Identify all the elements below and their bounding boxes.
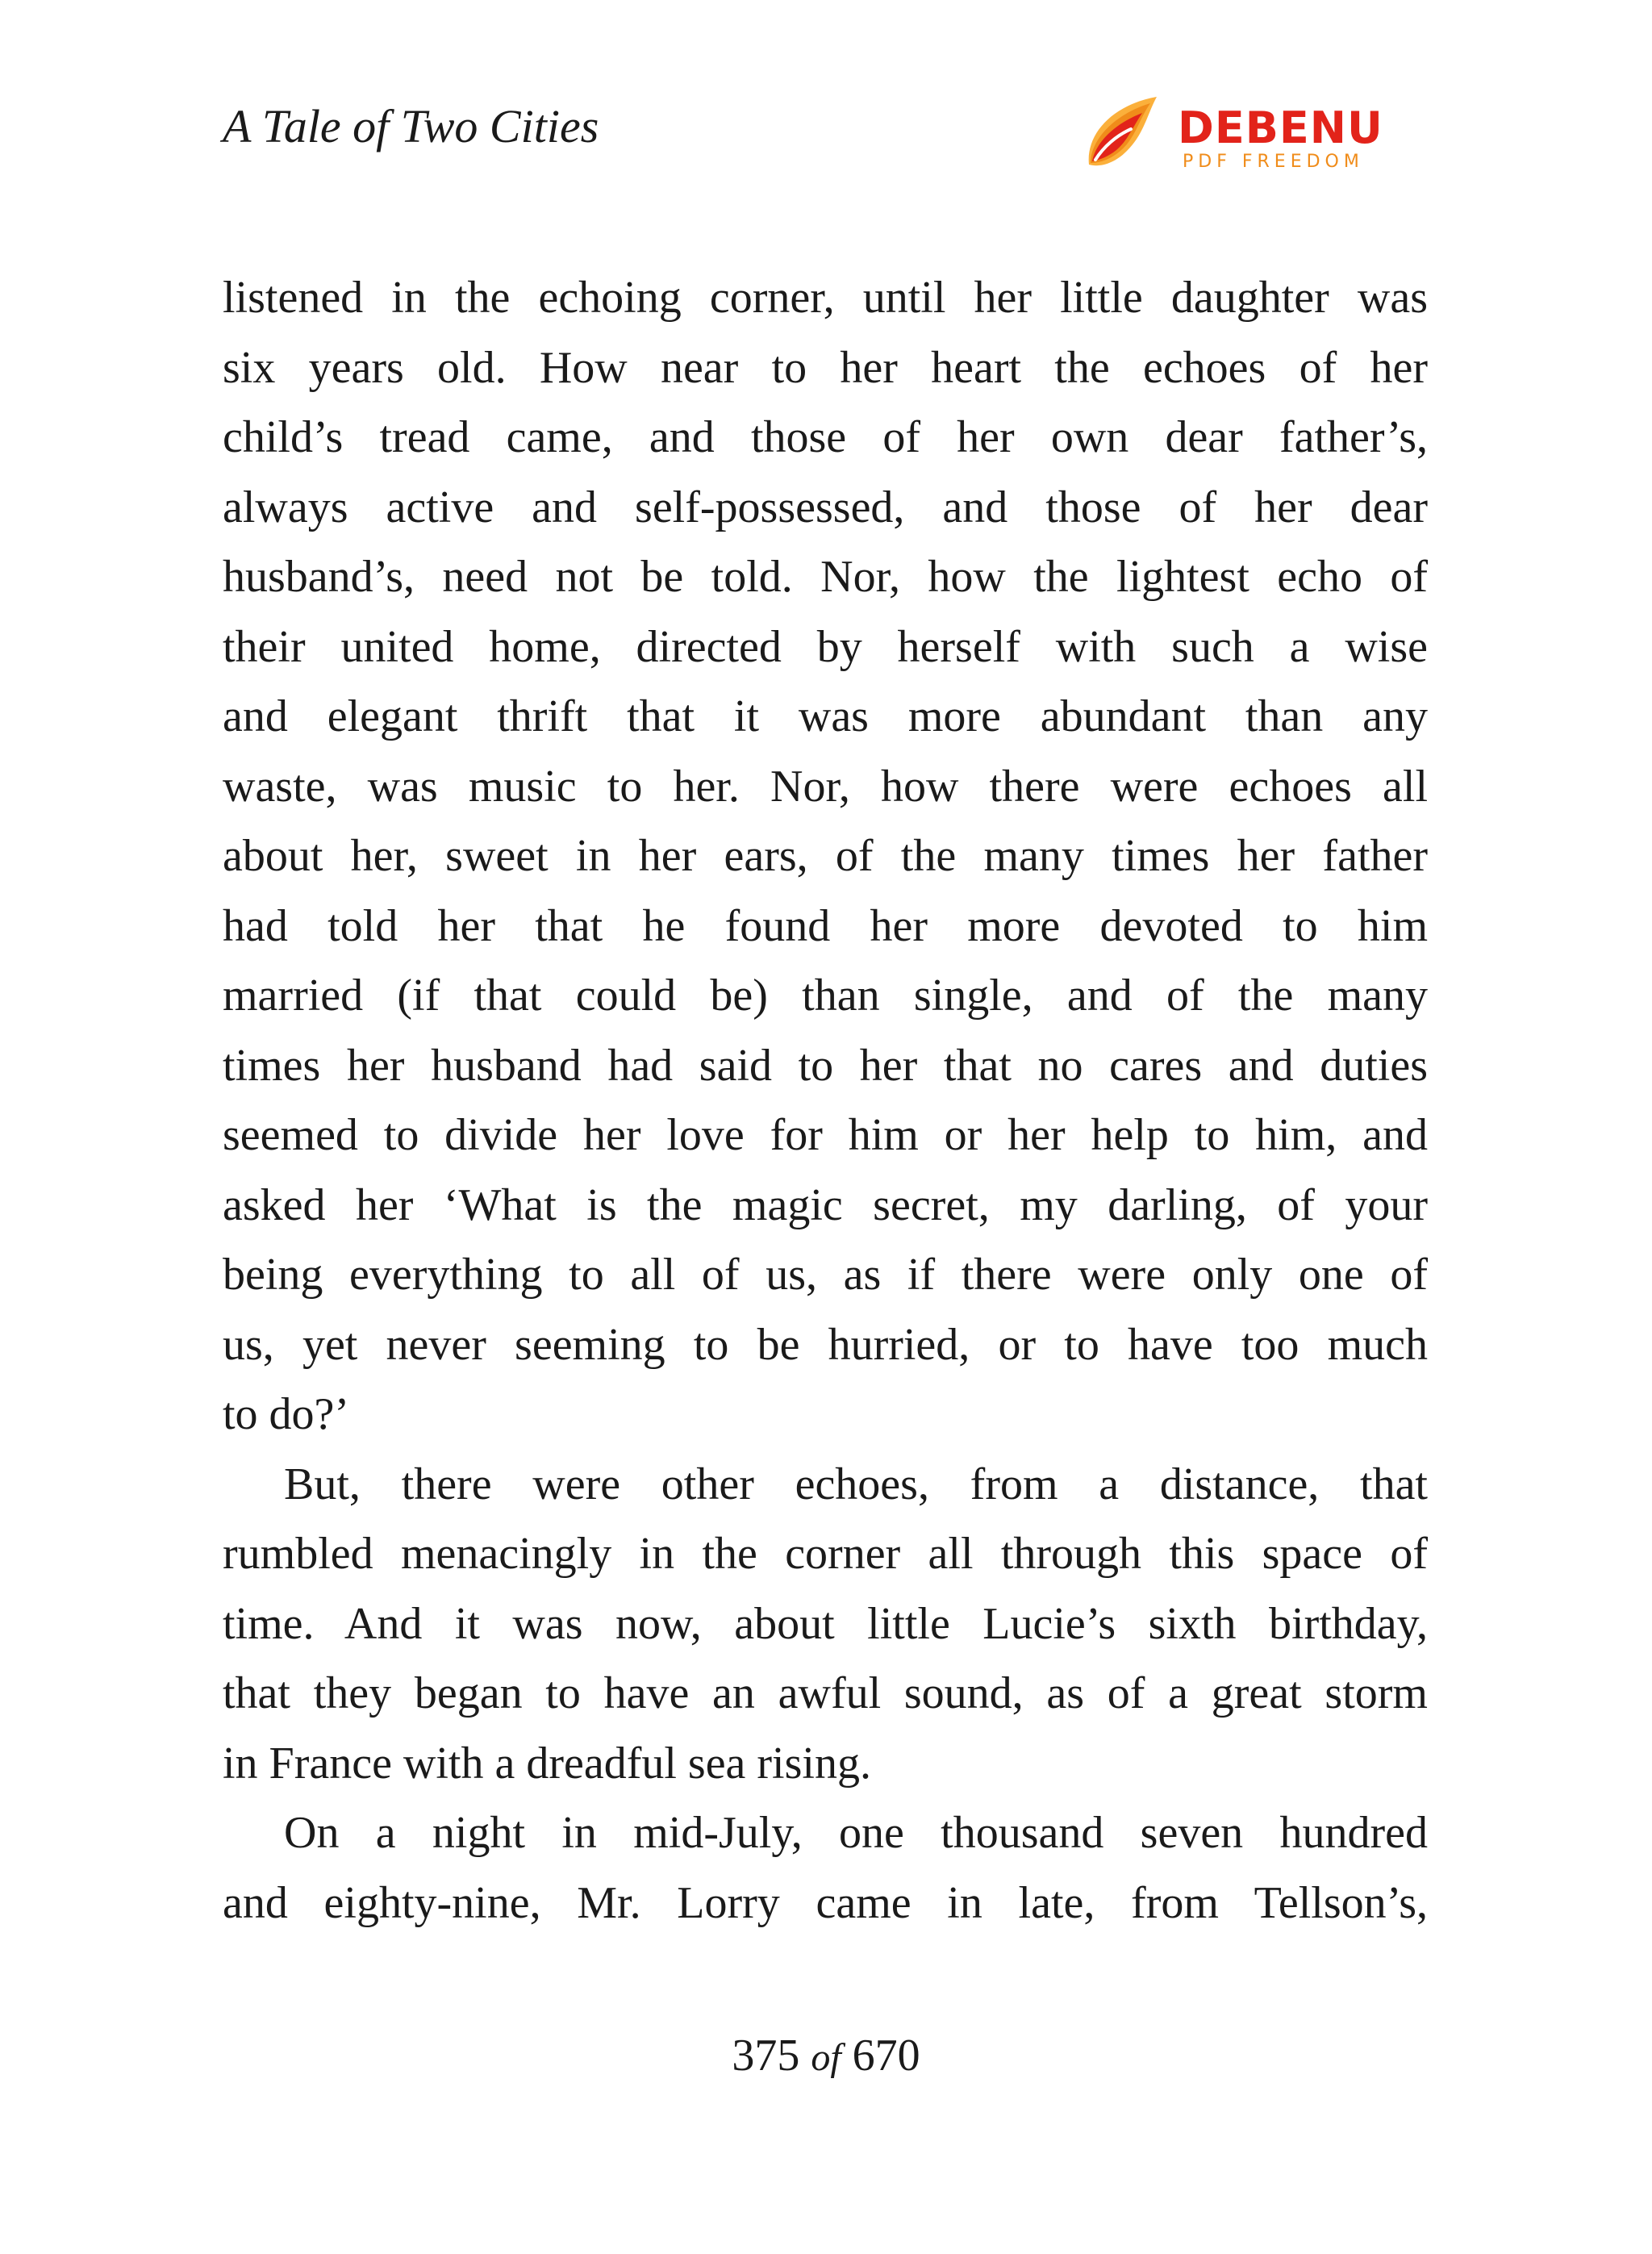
page-of-label: of [811,2036,841,2079]
text-line: time. And it was now, about little Lucie’s sixth birthday, [223,1598,1428,1649]
text-line: husband’s, need not be told. Nor, how the lightest echo of [223,552,1428,602]
text-line: listened in the echoing corner, until her little daughter was [223,273,1428,323]
body-text [223,263,1428,1938]
text-line: had told her that he found her more devoted to him [223,900,1428,951]
text-line: waste, was music to her. Nor, how there were echoes all [223,761,1428,812]
text-line: child’s tread came, and those of her own dear father’s, [223,412,1428,462]
text-line: seemed to divide her love for him or her help to him, and [223,1110,1428,1160]
text-line: six years old. How near to her heart the echoes of her [223,342,1428,393]
book-title: A Tale of Two Cities [223,100,599,152]
text-line: and eighty-nine, Mr. Lorry came in late, from Tellson’s, [223,1877,1428,1928]
text-line: being everything to all of us, as if there were only one of [223,1250,1428,1300]
text-line: about her, sweet in her ears, of the many times her father [223,831,1428,881]
text-line: But, there were other echoes, from a distance, that [284,1459,1428,1509]
text-line: their united home, directed by herself with such a wise [223,621,1428,672]
logo-tagline: PDF FREEDOM [1183,152,1364,172]
text-line: to do?’ [223,1389,350,1439]
text-line: that they began to have an awful sound, as of a great storm [223,1668,1428,1718]
logo-name: DEBENU [1178,102,1383,153]
text-line: always active and self-possessed, and those of her dear [223,482,1428,532]
text-line: in France with a dreadful sea rising. [223,1738,871,1789]
total-pages: 670 [852,2031,920,2081]
flame-logo-icon [1079,90,1176,179]
text-line: married (if that could be) than single, and of the many [223,970,1428,1021]
text-line: us, yet never seeming to be hurried, or to have too much [223,1319,1428,1370]
text-line: and elegant thrift that it was more abundant than any [223,691,1428,741]
page-number [0,2031,1652,2081]
text-line: times her husband had said to her that no cares and duties [223,1040,1428,1091]
current-page: 375 [732,2031,800,2081]
text-line: rumbled menacingly in the corner all through this space of [223,1529,1428,1579]
text-line: asked her ‘What is the magic secret, my darling, of your [223,1179,1428,1230]
text-line: On a night in mid-July, one thousand seven hundred [284,1808,1428,1858]
debenu-logo [1079,90,1383,179]
